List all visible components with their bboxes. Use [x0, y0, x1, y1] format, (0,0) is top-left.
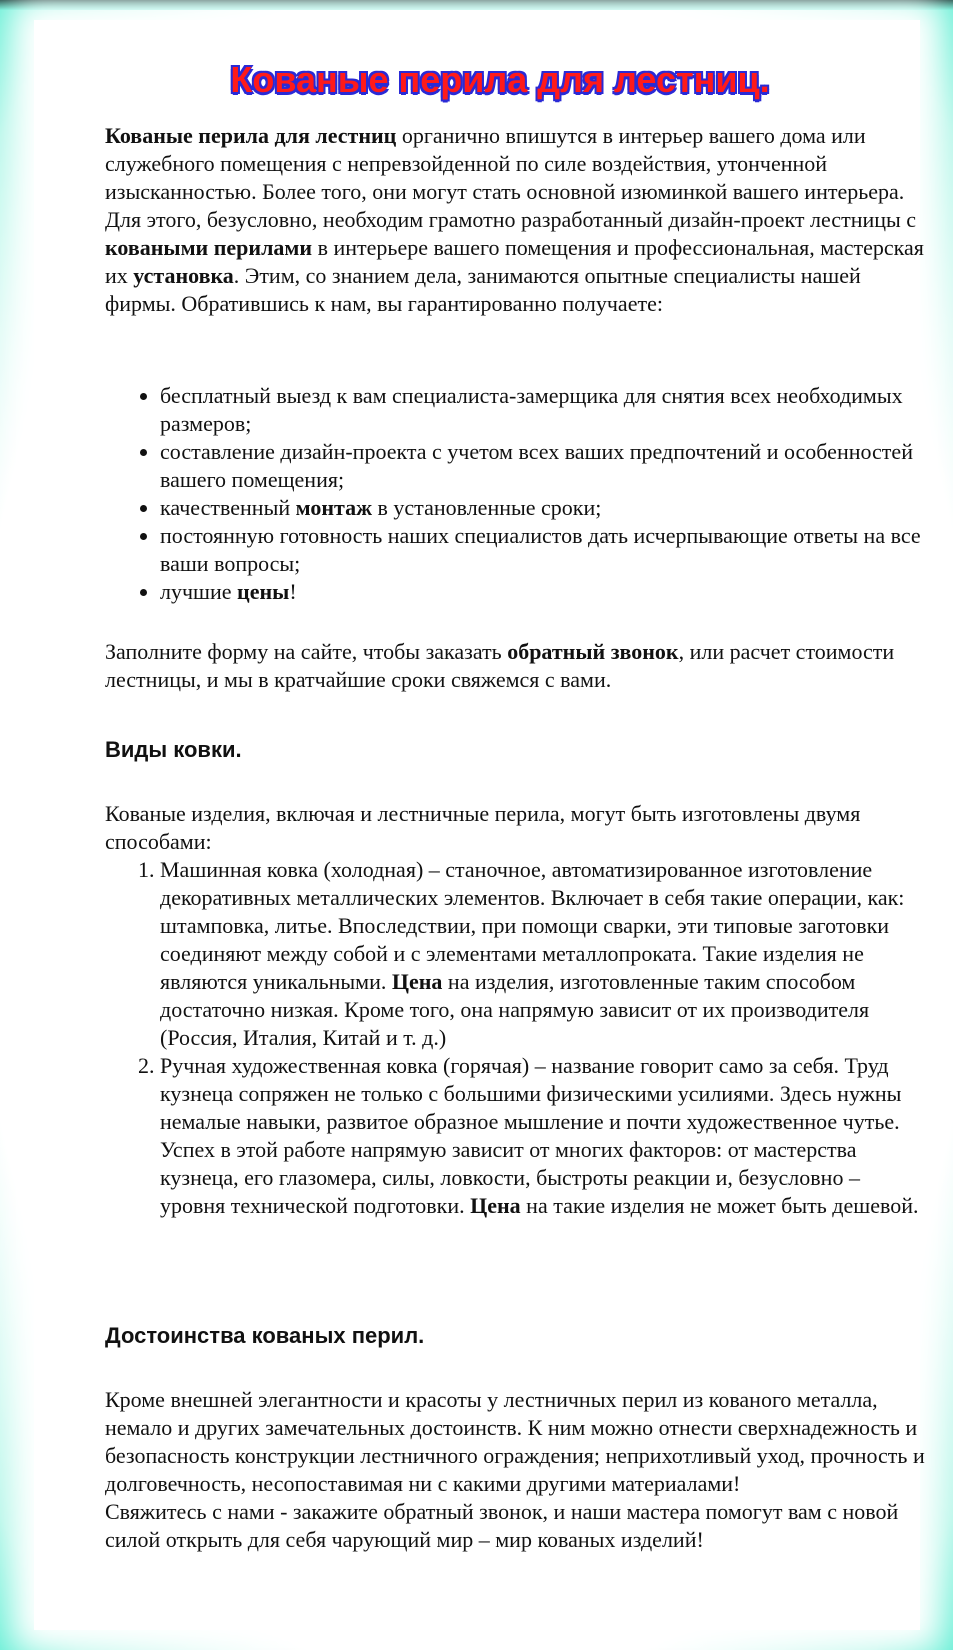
- list-item-text: составление дизайн-проекта с учетом всех ваших предпочтений и особенностей вашего помещения;: [160, 439, 913, 492]
- intro-text-3: . Этим, со знанием дела, занимаются опытные специалисты нашей фирмы. Обратившись к нам, вы гарантированно получаете:: [105, 263, 861, 316]
- advantages-text: Кроме внешней элегантности и красоты у лестничных перил из кованого металла, немало и других замечательных достоинств. К ним можно отнести сверхнадежность и безопасность конструкции лестничного ограждения; неприхотливый уход, прочность и долговечность, несопоставимая ни с какими другими материалами!: [105, 1387, 925, 1496]
- list-item-text: на изделия, изготовленные таким способом достаточно низкая. Кроме того, она напрямую зависит от их производителя (Россия, Италия, Китай и т. д.): [160, 969, 870, 1050]
- intro-bold-2: коваными перилами: [105, 235, 313, 260]
- list-item-text: на такие изделия не может быть дешевой.: [520, 1193, 919, 1218]
- callout-text: , или расчет стоимости лестницы, и мы в кратчайшие сроки свяжемся с вами.: [105, 639, 895, 692]
- list-item-bold: цены: [237, 579, 290, 604]
- list-item: [160, 382, 925, 438]
- list-item-text: в установленные сроки;: [372, 495, 602, 520]
- callout-paragraph: [105, 638, 925, 694]
- list-item: [160, 494, 925, 522]
- list-item-text: постоянную готовность наших специалистов дать исчерпывающие ответы на все ваши вопросы;: [160, 523, 921, 576]
- page-title: Кованые перила для лестниц.: [230, 59, 770, 100]
- list-item-text: Ручная художественная ковка (горячая) – название говорит само за себя. Труд кузнеца сопряжен не только с большими физическими усилиями. Здесь нужны немалые навыки, развитое образное мышление и почти художественное чутье. Успех в этой работе напрямую зависит от многих факторов: от мастерства кузнеца, его глазомера, силы, ловкости, быстроты реакции и, безусловно – уровня технической подготовки.: [160, 1053, 902, 1218]
- list-item-text: Машинная ковка (холодная) – станочное, автоматизированное изготовление декоративных металлических элементов. Включает в себя такие операции, как: штамповка, литье. Впоследствии, при помощи сварки, эти типовые заготовки соединяют между собой и с элементами металлопроката. Такие изделия не являются уникальными.: [160, 857, 905, 994]
- list-item: [160, 522, 925, 578]
- list-item-text: качественный: [160, 495, 296, 520]
- list-item-bold: Цена: [391, 969, 443, 994]
- contact-text: Свяжитесь с нами - закажите обратный звонок, и наши мастера помогут вам с новой силой открыть для себя чарующий мир – мир кованых изделий!: [105, 1499, 899, 1552]
- list-item-text: !: [289, 579, 297, 604]
- intro-text-2: в интерьере вашего помещения и профессиональная, мастерская их: [105, 235, 924, 288]
- types-list: [105, 856, 925, 1220]
- article-panel: [34, 20, 925, 1630]
- list-item-bold: Цена: [470, 1193, 521, 1218]
- types-heading: Виды ковки.: [105, 737, 242, 762]
- list-item-text: бесплатный выезд к вам специалиста-замерщика для снятия всех необходимых размеров;: [160, 383, 903, 436]
- advantages-paragraph: [105, 1386, 925, 1554]
- benefits-list: [105, 382, 925, 606]
- types-lead-text: Кованые изделия, включая и лестничные перила, могут быть изготовлены двумя способами:: [105, 801, 861, 854]
- list-item-bold: монтаж: [295, 495, 373, 520]
- types-lead: [105, 800, 925, 856]
- callback-link-text: обратный звонок: [507, 639, 679, 664]
- list-item-text: лучшие: [160, 579, 238, 604]
- list-item: [160, 856, 925, 1052]
- callout-text: Заполните форму на сайте, чтобы заказать: [105, 639, 508, 664]
- intro-text-1: органично впишутся в интерьер вашего дома или служебного помещения с непревзойденной по силе воздействия, утонченной изысканностью. Более того, они могут стать основной изюминкой вашего интерьера. Для этого, безусловно, необходим грамотно разработанный дизайн-проект лестницы с: [105, 123, 917, 232]
- list-item: [160, 1052, 925, 1220]
- intro-bold-1: Кованые перила для лестниц: [105, 123, 397, 148]
- advantages-heading: Достоинства кованых перил.: [105, 1323, 425, 1348]
- list-item: [160, 578, 925, 606]
- top-shadow-strip: [0, 0, 953, 10]
- list-item: [160, 438, 925, 494]
- intro-bold-3: установка: [133, 263, 234, 288]
- intro-paragraph: [105, 122, 925, 318]
